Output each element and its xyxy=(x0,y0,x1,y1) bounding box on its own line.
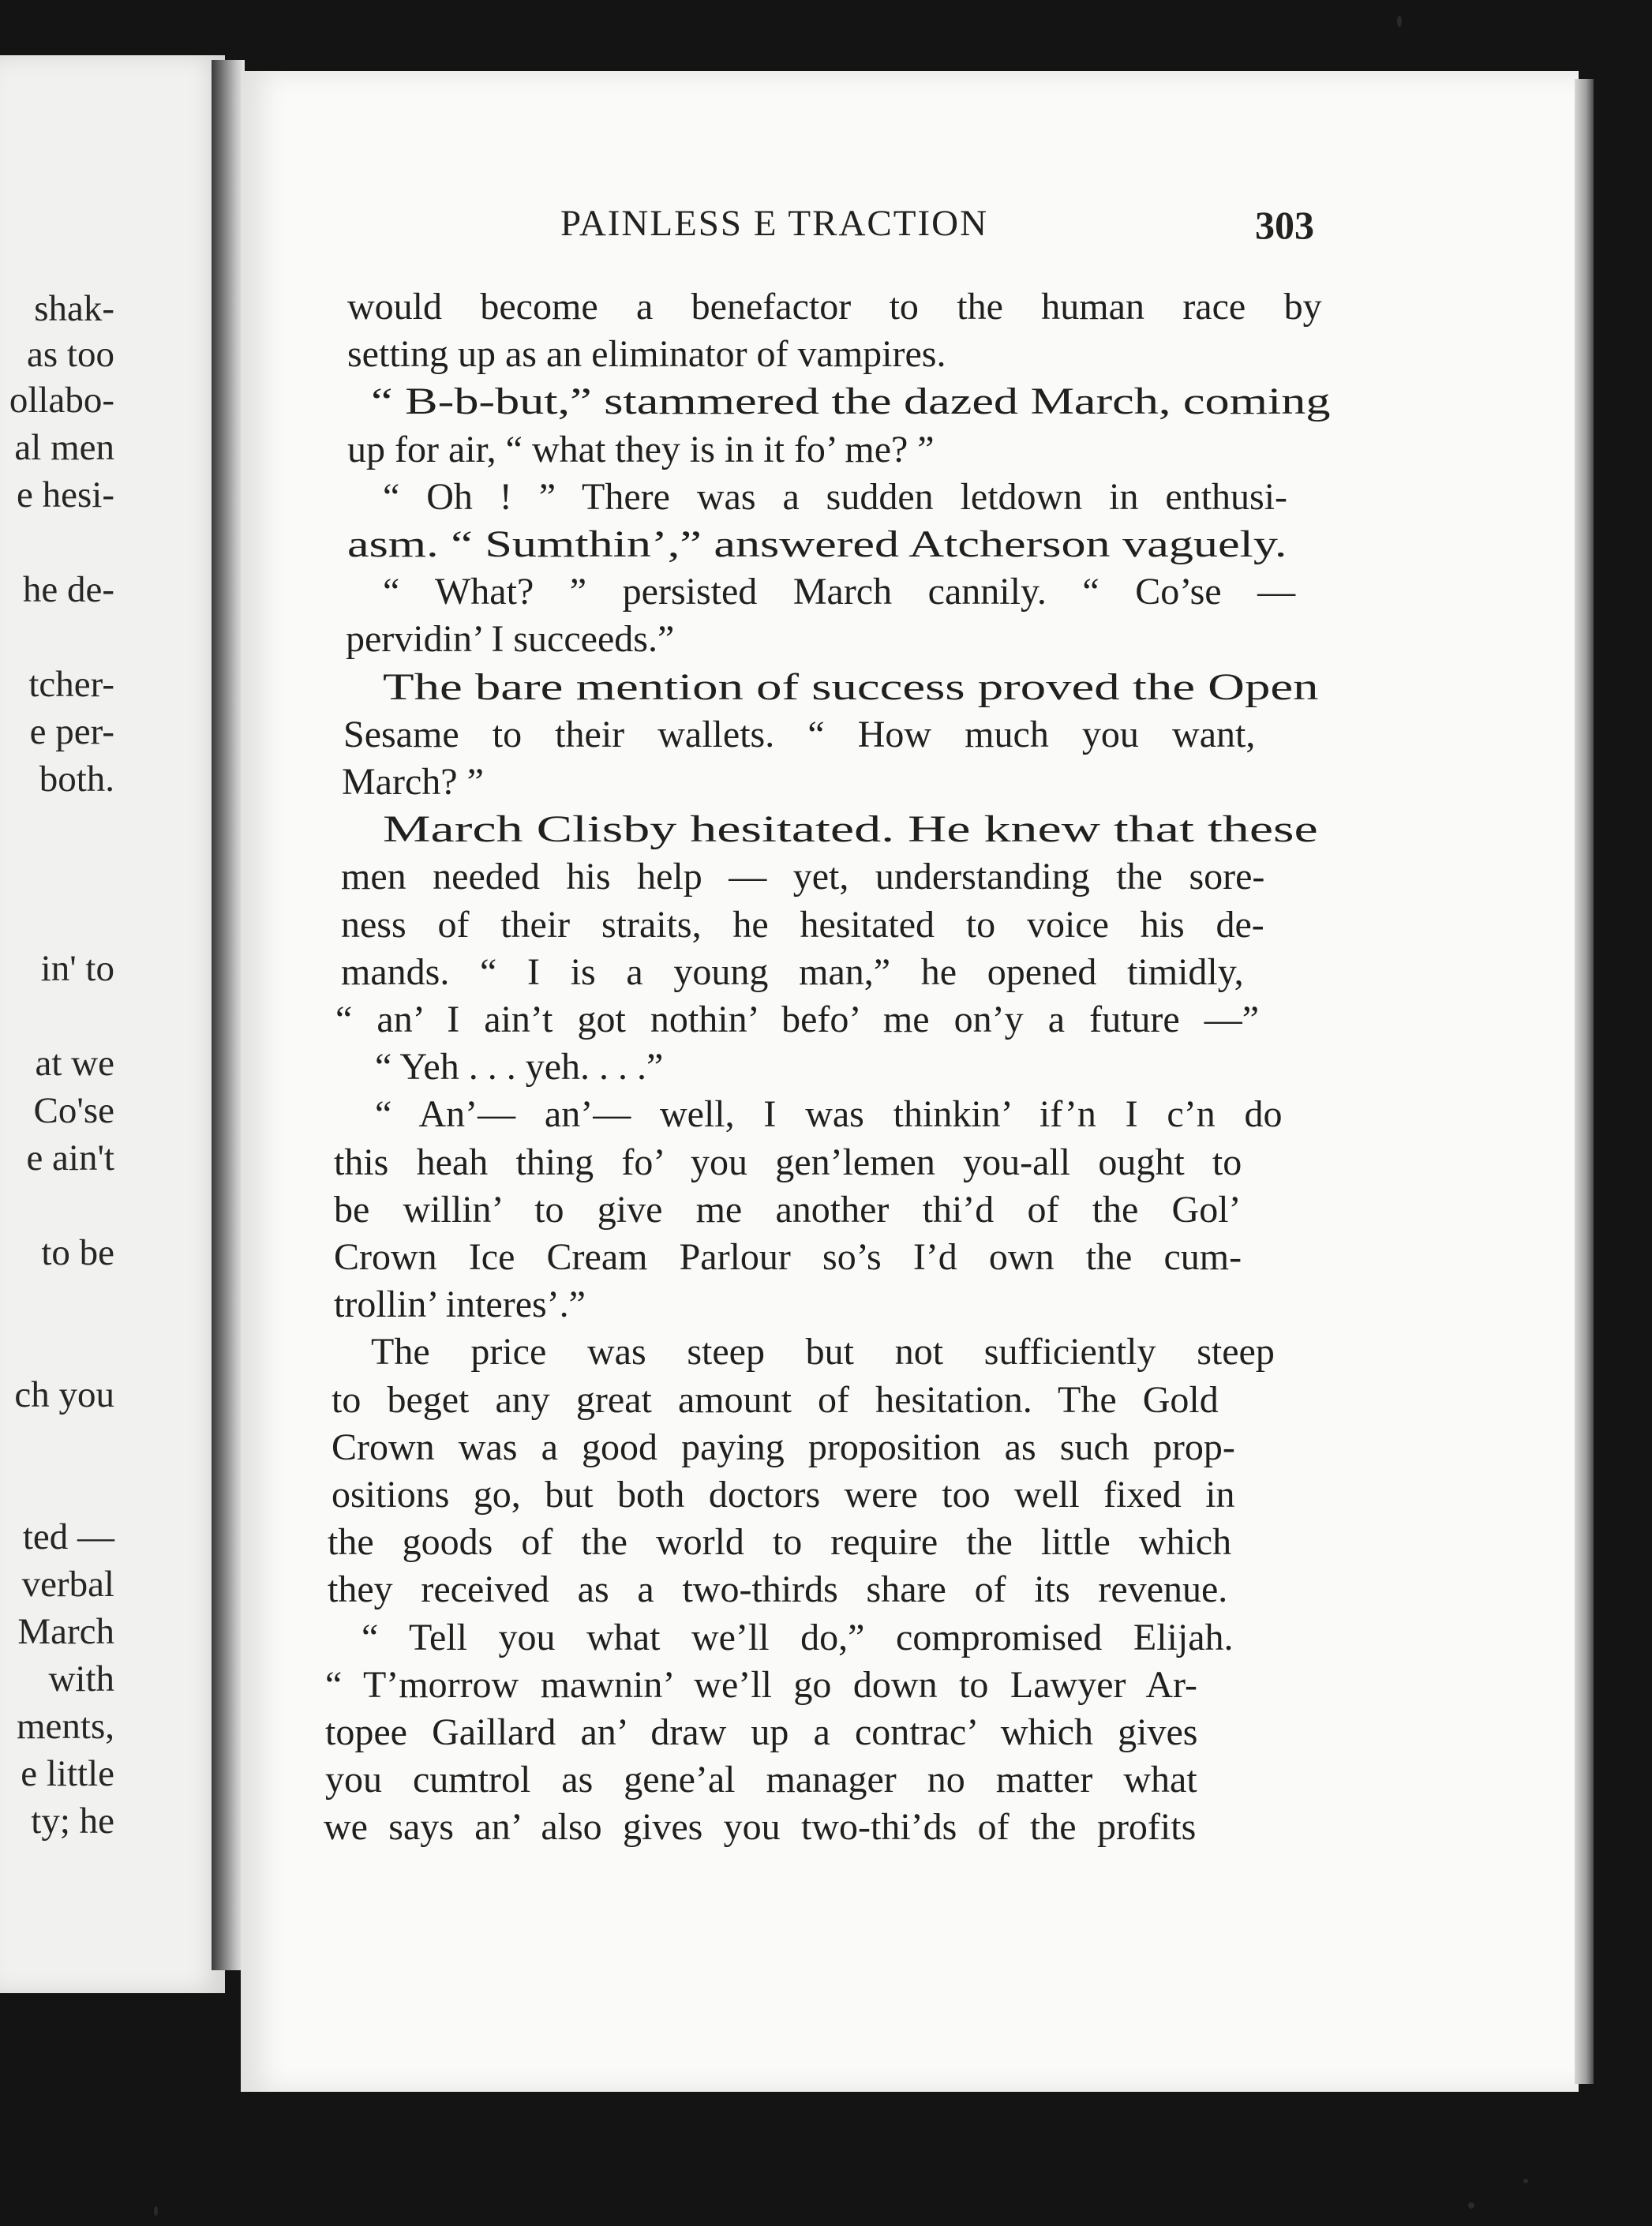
body-line: Crown Ice Cream Parlour so’s I’d own the cum- xyxy=(334,1236,1242,1278)
body-line: you cumtrol as gene’al manager no matter what xyxy=(325,1759,1197,1801)
body-line: mands. “ I is a young man,” he opened timidly, xyxy=(341,950,1244,993)
left-page-line-fragment: tcher- xyxy=(28,664,114,705)
body-line: we says an’ also gives you two-thi’ds of the profits xyxy=(324,1806,1197,1849)
body-line: be willin’ to give me another thi’d of the Gol’ xyxy=(334,1188,1242,1231)
previous-page xyxy=(0,55,225,1993)
body-line: the goods of the world to require the little which xyxy=(328,1521,1232,1564)
body-line: “ Oh ! ” There was a sudden letdown in enthusi- xyxy=(383,475,1288,518)
left-page-line-fragment: as too xyxy=(27,334,114,375)
body-line: pervidin’ I succeeds.” xyxy=(346,618,675,661)
left-page-line-fragment: at we xyxy=(35,1043,114,1084)
left-page-line-fragment: with xyxy=(48,1658,114,1699)
left-page-line-fragment: al men xyxy=(14,427,114,468)
left-page-line-fragment: verbal xyxy=(21,1564,114,1605)
body-line: they received as a two-thirds share of its revenue. xyxy=(328,1568,1228,1611)
body-line: The bare mention of success proved the Open xyxy=(383,665,1319,708)
left-page-line-fragment: March xyxy=(17,1611,114,1652)
body-line: would become a benefactor to the human race by xyxy=(347,286,1322,328)
body-line: March? ” xyxy=(342,761,484,803)
body-line: asm. “ Sumthin’,” answered Atcherson vaguely. xyxy=(347,523,1287,565)
left-page-line-fragment: in' to xyxy=(40,948,114,989)
left-page-line-fragment: ments, xyxy=(16,1706,114,1747)
body-line: trollin’ interes’.” xyxy=(334,1284,586,1326)
body-line: topee Gaillard an’ draw up a contrac’ which gives xyxy=(325,1711,1198,1753)
running-head: PAINLESS E TRACTION xyxy=(560,203,989,244)
body-line: ness of their straits, he hesitated to voice his de- xyxy=(341,903,1264,946)
body-line: Sesame to their wallets. “ How much you want, xyxy=(343,713,1256,755)
page-edge xyxy=(1575,79,1594,2084)
body-line: “ Yeh . . . yeh. . . .” xyxy=(375,1046,664,1089)
body-line: “ What? ” persisted March cannily. “ Co’se — xyxy=(383,571,1296,613)
left-page-line-fragment: to be xyxy=(41,1232,114,1273)
body-line: Crown was a good paying proposition as such prop- xyxy=(332,1426,1235,1468)
left-page-line-fragment: e per- xyxy=(29,711,114,752)
left-page-line-fragment: ch you xyxy=(14,1374,114,1415)
left-page-line-fragment: e little xyxy=(21,1753,114,1794)
body-line: men needed his help — yet, understanding the sore- xyxy=(341,856,1265,898)
left-page-line-fragment: Co'se xyxy=(33,1090,114,1131)
body-line: “ an’ I ain’t got nothin’ befo’ me on’y a future —” xyxy=(335,999,1260,1040)
body-line: “ An’— an’— well, I was thinkin’ if’n I c’n do xyxy=(375,1093,1283,1136)
body-line: up for air, “ what they is in it fo’ me? ” xyxy=(347,428,935,470)
body-line: this heah thing fo’ you gen’lemen you-all ought to xyxy=(334,1141,1242,1183)
body-line: “ Tell you what we’ll do,” compromised Elijah. xyxy=(361,1616,1234,1658)
page-number: 303 xyxy=(1255,203,1314,247)
left-page-line-fragment: shak- xyxy=(34,288,114,329)
left-page-line-fragment: ty; he xyxy=(31,1801,114,1842)
left-page-line-fragment: e ain't xyxy=(26,1137,114,1179)
body-line: “ B-b-but,” stammered the dazed March, coming xyxy=(371,380,1331,423)
book-gutter xyxy=(212,60,245,1970)
body-line: setting up as an eliminator of vampires. xyxy=(347,333,946,376)
left-page-line-fragment: ted — xyxy=(22,1516,114,1557)
left-page-line-fragment: e hesi- xyxy=(17,474,114,515)
body-line: The price was steep but not sufficiently steep xyxy=(371,1331,1275,1373)
left-page-line-fragment: he de- xyxy=(22,569,114,610)
body-line: “ T’morrow mawnin’ we’ll go down to Lawyer Ar- xyxy=(325,1663,1197,1706)
body-line: March Clisby hesitated. He knew that these xyxy=(383,808,1318,851)
body-line: ositions go, but both doctors were too well fixed in xyxy=(332,1474,1235,1516)
left-page-line-fragment: ollabo- xyxy=(9,380,114,421)
body-line: to beget any great amount of hesitation. The Gold xyxy=(332,1378,1219,1421)
left-page-line-fragment: both. xyxy=(39,759,114,800)
